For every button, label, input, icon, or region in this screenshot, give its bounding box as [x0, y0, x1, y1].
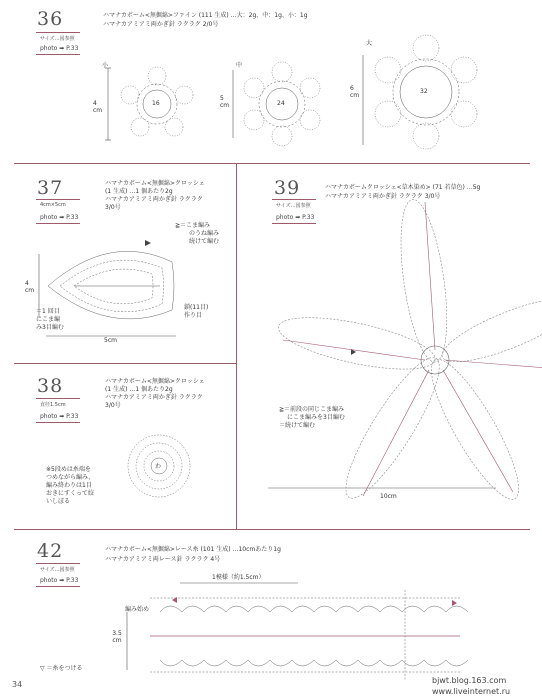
dim-37-w: 5cm — [104, 337, 117, 344]
note-37b: ＝1 回目 にこま編 み3目編む — [36, 308, 64, 331]
photo-ref: photo ➡ P.33 — [40, 214, 79, 221]
pattern-number-38: 38 — [37, 375, 64, 397]
photo-ref: photo ➡ P.33 — [40, 577, 79, 584]
size-label: サイズ…図参照 — [276, 203, 311, 209]
dim-small: 4 cm — [93, 100, 103, 114]
photo-ref: photo ➡ P.33 — [40, 45, 79, 52]
needle-info: ハマナカアミアミ両かぎ針 ラクラク 3/0号 — [325, 193, 441, 200]
yarn-info: ハマナカボーム<無掘綿>クロッシェ (1 生成) …1 個あたり2g ハマナカアミアミ両かぎ針 ラクラク 3/0号 — [105, 378, 205, 409]
dim-37-h: 4 cm — [25, 280, 35, 294]
size-label: 直径1.5cm — [40, 402, 66, 408]
size-label: サイズ…図参照 — [40, 36, 75, 42]
page-number: 34 — [12, 680, 23, 689]
pattern-number-36: 36 — [37, 8, 64, 30]
center-count-small: 16 — [152, 100, 160, 107]
photo-ref: photo ➡ P.33 — [276, 214, 315, 221]
watermark-text: www.liveinternet.ru — [432, 687, 511, 696]
pattern-number-42: 42 — [37, 540, 64, 562]
dim-large: 6 cm — [350, 85, 360, 99]
watermark-text: bjwt.blog.163.com — [432, 676, 507, 685]
note-37c: 鎖(11目) 作り目 — [184, 304, 209, 319]
note-37a: ≧＝こま編み のうね編み 続けて編む — [175, 222, 220, 245]
repeat-label: 1模様（約1.5cm） — [212, 574, 265, 581]
photo-ref: photo ➡ P.33 — [40, 413, 79, 420]
triangle-icon: ▽ — [40, 665, 45, 672]
needle-info: ハマナカアミアミ両かぎ針 ラクラク 2/0号 — [103, 21, 219, 28]
dim-medium: 5 cm — [220, 95, 230, 109]
size-large-label: 大 — [366, 40, 373, 47]
center-count-medium: 24 — [277, 100, 285, 107]
yarn-info: ハマナカボーム<無掘綿>クロッシェ (1 生成) …1 個あたり2g ハマナカアミアミ両かぎ針 ラクラク 3/0号 — [105, 180, 205, 211]
magic-ring-label: わ — [155, 463, 162, 470]
size-medium-label: 中 — [236, 62, 243, 69]
pattern-number-37: 37 — [37, 177, 64, 199]
note-39: ≧＝前段の同じこま編み にこま編みを3目編む ＝続けて編む — [279, 406, 345, 429]
size-label: サイズ…図参照 — [40, 567, 75, 573]
yarn-info: ハマナカボーム<無掘綿>レース糸 (101 生成) …10cmあたり1g — [105, 546, 281, 553]
dim-42-h: 3.5 cm — [112, 630, 122, 644]
center-count-large: 32 — [420, 88, 428, 95]
yarn-info: ハマナカボーム<無掘綿>ファイン (111 生成) …大：2g、中：1g、小：1g — [103, 12, 308, 19]
yarn-info: ハマナカボームクロッシェ<草木染め> (71 若草色) …5g — [325, 184, 481, 191]
dim-39-w: 10cm — [380, 493, 397, 500]
size-label: 4cm×5cm — [40, 202, 66, 208]
pattern-number-39: 39 — [274, 177, 301, 199]
needle-info: ハマナカアミアミ両レース針 ラクラク 4号 — [105, 556, 221, 563]
size-small-label: 小 — [102, 62, 109, 69]
legend-42: ▽ ＝糸をつける — [40, 665, 83, 672]
note-38: ※5段めは糸端を つめながら編み、 編み終わりは1目 おきにすくって絞 いしぼる — [46, 466, 95, 505]
start-label: 編み始め — [125, 606, 150, 613]
